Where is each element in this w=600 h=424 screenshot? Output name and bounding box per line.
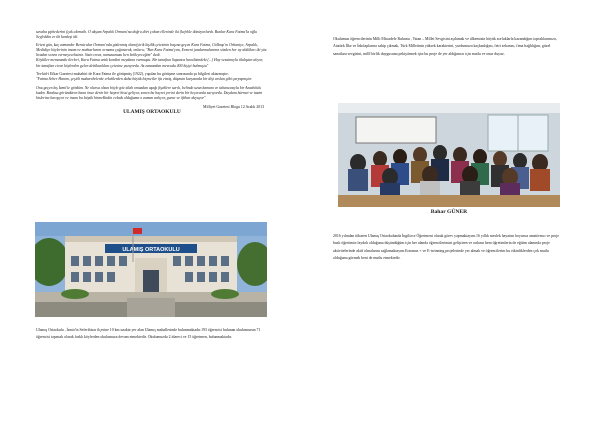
- right-body: [333, 233, 563, 263]
- text-paragraph: savaba şiphederini (çak alemaih. O akşam Arpalık Ormanı'na doğru dört çoban ellerinde iki (kefekle dönüyorlardı. Bunlar Kara Fatma'la oğlu Seyfeddin ve iki kardeşi idi.: [36, 30, 257, 40]
- school-text: Ulamış Ortaokulu , İzmir'in Seferihisar ilçesine 10 km uzakta yer alan Ulamış mahallesinde bulunmaktadır.193 öğrencisi bulunan okulumuzun 71 öğrencisi taşımalı olarak farklı köylerden okulumuza devam etmektedir. Okulumuzda 2 idareci ve 15 öğretmen, bulunmaktadır.: [36, 328, 261, 339]
- right-intro: [333, 36, 563, 58]
- quote-paragraph: "Fatma Seher Hanım, çeşitli muharebelerde erkeklerden daha büyük biçmetler ifa etmiş, düşman karşısında bir dişi arslan gibi çarpışmıştır.: [36, 76, 252, 81]
- teacher-name: Bahar GÜNER: [430, 209, 468, 215]
- text-paragraph: Onu geçen kış İzmit'te gördüm. Ne olursa olsun böyle göz silah omuzdan aşağı fişeklere sarılı, belinde uzun kamanı ve tabancasıyla bir Anadolulu kadın. Bıraksa göründüren bana önce derin bir hayret hissi geliyor, sonra bu hayret yerini derin bir heyecanla sarıyordu. Duydum hürmet ve tazim hislerine karışıyor ve insan bu büyük hirmeKndin evlads olduğuma o zaman anlıyor, gurur ve iftihar duyuyor": [36, 85, 263, 101]
- school-building-image: [35, 222, 267, 317]
- school-photo: [35, 222, 267, 317]
- classroom-photo: [338, 103, 560, 207]
- teacher-caption: [338, 209, 560, 215]
- body-paragraph: 2016 yılından itibaren Ulamış Ortaokulunda İngilizce Öğretmeni olarak görev yapmaktayım.16 yıllık meslek hayatım boyunca amatörmcı ve proje bazlı öğretimin faydalı olduğunu düşündüğüm için her alanda öğrencilerimizi geliştiren ve onların hem öğretimlerin de eğitim alanında proje aktivitelerinde aktif olmalarını sağlamaktayım.Erasmus + ve E-twinning projelerinde yer almak ve öğrencilerim bu etkinliklerden çok mutlu olduğunu görmek beni de mutlu etmektedir.: [333, 234, 559, 261]
- school-description: [36, 327, 268, 340]
- intro-paragraph: Okulumuz öğrencilerinin Milli Mücadele Ruhunu , Vatan – Millet Sevgisini aşılamak ve ülkemizin büyük zorluklarla kazandığım topraklarımıza, Atatürk İlke ve İnkılaplarına sahip çıkmak, Türk Milletinin yüksek karakterini, yurdumuza kaçkanlığını, fetri zekasını, fima bağlılığını, güzel sanatlara sevgisini, millî birlik duygusunu pekiştirmek için bu proje de yer aldığımızı için mutlu ve onur duyuz.: [333, 37, 557, 56]
- text-paragraph: Ertesi gün, kaç zamandır Beratcıdar Ormanı'nda gizlenmiş olanı(yirik kişilik çetesinin başına geçen Kara Fatma, Gölbaşı'nı Orhaniye, Arpalık, Medidiye köylerinin imam ve muhtarlarını ormana çağırtarak, onlara; "Ben Kara Fatma'yım, Ermeni jandarmalarının sözden her ay aldıkları iki yüz liradan sonra vermeyeceksiniz. Sizin crezz, namusunuzu ben bekleyeceğim" dedi.: [36, 43, 267, 58]
- text-paragraph: Tevhid-i Efkar Gazetesi muhabiri de Kara Fatma ile görüşmüş (1922), yapılan bu görüşme sonrasında şu bilgileri aktarmıştır:: [36, 71, 229, 76]
- left-page: [36, 30, 268, 115]
- text-paragraph: Köylüler memnundu ilerleri, Kara Fatma artık kendini meydana vurmuştu. Bir tanafiun Sapanca havalisindeki (...) Hay vesatmıyla tilalıştan alıyor, bir tanafian civar köylerden gelen dettikanlıları çetesine yazıyordu. Az zamandan mevcudu 400 kişiyi bulmuştu": [36, 58, 264, 68]
- classroom-image: [338, 103, 560, 207]
- signature: Milliyet Gazetesi Blogu 12 Aralık 2013: [203, 105, 264, 110]
- school-sign-text: ULAMIŞ ORTAOKULU: [122, 247, 180, 253]
- school-title: ULAMIŞ ORTAOKULU: [123, 109, 181, 116]
